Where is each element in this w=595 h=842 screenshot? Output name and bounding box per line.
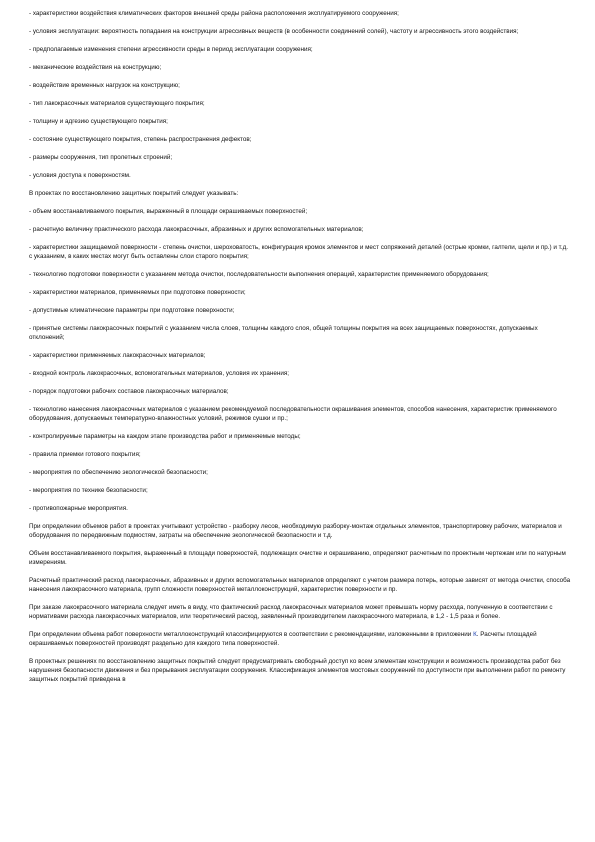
paragraph: - противопожарные мероприятия. — [29, 505, 128, 512]
paragraph: - толщину и адгезию существующего покрытия; — [29, 118, 168, 125]
paragraph: - характеристики воздействия климатических факторов внешней среды района расположения эксплуатируемого сооружения; — [29, 10, 399, 17]
paragraph: - характеристики применяемых лакокрасочных материалов; — [29, 352, 206, 359]
paragraph: - контролируемые параметры на каждом этапе производства работ и применяемые методы; — [29, 433, 301, 440]
paragraph-appendix-reference — [29, 630, 571, 648]
paragraph: - воздействие временных нагрузок на конструкцию; — [29, 82, 180, 89]
paragraph: - объем восстанавливаемого покрытия, выраженный в площади окрашиваемых поверхностей; — [29, 208, 308, 215]
paragraph: - входной контроль лакокрасочных, вспомогательных материалов, условия их хранения; — [29, 370, 290, 377]
paragraph: - мероприятия по обеспечению экологической безопасности; — [29, 469, 208, 476]
paragraph: - технологию нанесения лакокрасочных материалов с указанием рекомендуемой последовательности окрашивания элементов, способов нанесения, характеристик применяемого оборудования, допускаемых температурно-влажностных условий, режимов сушки и пр.; — [29, 406, 557, 422]
paragraph-text: . Расчеты площадей окрашиваемых поверхностей производят раздельно для каждого типа поверхностей. — [29, 631, 537, 647]
paragraph: - мероприятия по технике безопасности; — [29, 487, 148, 494]
section-intro-paragraph: В проектах по восстановлению защитных покрытий следует указывать: — [29, 190, 239, 197]
paragraph: - тип лакокрасочных материалов существующего покрытия; — [29, 100, 205, 107]
paragraph: - условия эксплуатации: вероятность попадания на конструкции агрессивных веществ (в особенности соединений солей), частоту и агрессивность этого воздействия; — [29, 28, 519, 35]
paragraph: Расчетный практический расход лакокрасочных, абразивных и других вспомогательных материалов определяют с учетом размера потерь, которые зависят от метода очистки, способа нанесения лакокрасочного материала, групп сложности поверхностей металлоконструкций, характеристик поверхности и пр. — [29, 577, 571, 593]
appendix-link[interactable]: К — [473, 631, 477, 638]
paragraph: - предполагаемые изменения степени агрессивности среды в период эксплуатации сооружения; — [29, 46, 313, 53]
paragraph: Объем восстанавливаемого покрытия, выраженный в площади поверхностей, подлежащих очистке и окрашиванию, определяют расчетным по проектным чертежам или по натурным измерениям. — [29, 550, 566, 566]
paragraph: - размеры сооружения, тип пролетных строений; — [29, 154, 173, 161]
paragraph: - допустимые климатические параметры при подготовке поверхности; — [29, 307, 235, 314]
paragraph: При определении объемов работ в проектах учитывают устройство - разборку лесов, необходимую разборку-монтаж отдельных элементов, транспортировку рабочих, материалов и оборудования по передвижным подмостям, затраты на обеспечение экологической безопасности и т.д. — [29, 523, 562, 539]
paragraph: - правила приемки готового покрытия; — [29, 451, 141, 458]
paragraph-last: В проектных решениях по восстановлению защитных покрытий следует предусматривать свободный доступ ко всем элементам конструкции и возможность производства работ без нарушения безопасности движения и без прерывания эксплуатации сооружения. Классификация элементов мостовых сооружений по доступности при выполнении работ по ремонту защитных покрытий приведена в — [29, 658, 566, 683]
paragraph: - механические воздействия на конструкцию; — [29, 64, 162, 71]
paragraph: - условия доступа к поверхностям. — [29, 172, 131, 179]
paragraph-text: При определении объема работ поверхности металлоконструкций классифицируются в соответствии с рекомендациями, изложенными в приложении — [29, 631, 474, 638]
paragraph: - характеристики защищаемой поверхности - степень очистки, шероховатость, конфигурация кромок элементов и мест сопряжений деталей (острые кромки, галтели, щели и пр.) и т.д. с указанием, в каких местах могут быть оставлены слои старого покрытия; — [29, 244, 569, 260]
paragraph: - технологию подготовки поверхности с указанием метода очистки, последовательности выполнения операций, характеристик применяемого оборудования; — [29, 271, 489, 278]
paragraph: - характеристики материалов, применяемых при подготовке поверхности; — [29, 289, 246, 296]
document-body — [29, 9, 571, 693]
paragraph: При заказе лакокрасочного материала следует иметь в виду, что фактический расход лакокрасочных материалов может превышать норму расхода, полученную в соответствии с нормативами расхода лакокрасочных материалов, или теоретический расход, заявленный производителем лакокрасочного материала, в 1,2 - 1,5 раза и более. — [29, 604, 553, 620]
paragraph: - порядок подготовки рабочих составов лакокрасочных материалов; — [29, 388, 229, 395]
paragraph: - расчетную величину практического расхода лакокрасочных, абразивных и других вспомогательных материалов; — [29, 226, 364, 233]
paragraph: - состояние существующего покрытия, степень распространения дефектов; — [29, 136, 252, 143]
paragraph: - принятые системы лакокрасочных покрытий с указанием числа слоев, толщины каждого слоя, общей толщины покрытия на всех защищаемых поверхностях, допускаемых отклонений; — [29, 325, 538, 341]
